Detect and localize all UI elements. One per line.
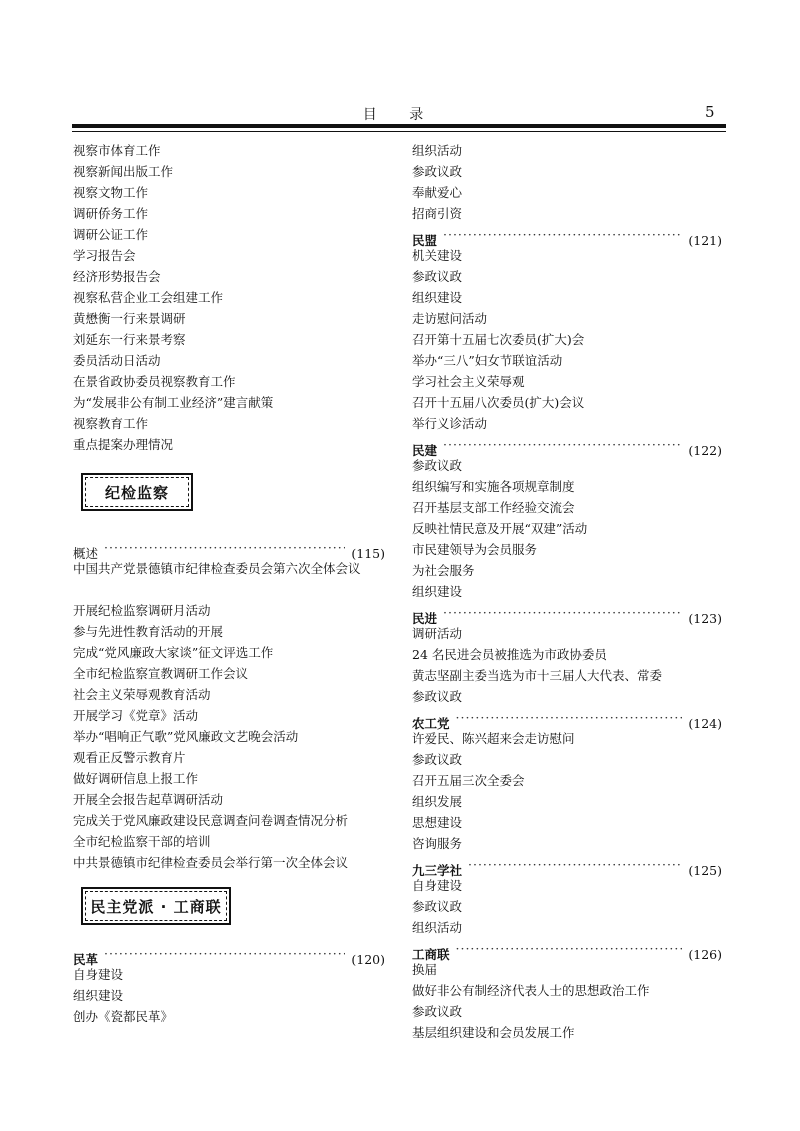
toc-item[interactable]: 基层组织建设和会员发展工作 (412, 1025, 575, 1040)
toc-item[interactable]: 思想建设 (412, 815, 463, 830)
toc-item[interactable]: 做好非公有制经济代表人士的思想政治工作 (412, 983, 650, 998)
toc-item[interactable]: 开展纪检监察调研月活动 (73, 603, 211, 618)
toc-entry-jiusan[interactable] (412, 854, 722, 878)
toc-entry-overview[interactable] (73, 537, 385, 561)
toc-item[interactable]: 中共景德镇市纪律检查委员会举行第一次全体会议 (73, 855, 349, 870)
toc-entry-name: 民革 (73, 952, 99, 967)
toc-entry-name: 九三学社 (412, 863, 463, 878)
toc-item[interactable]: 组织建设 (73, 988, 124, 1003)
toc-item[interactable]: 在景省政协委员视察教育工作 (73, 374, 236, 389)
toc-item[interactable]: 为社会服务 (412, 563, 475, 578)
toc-entry-page: (120) (351, 952, 385, 967)
section-heading-minzhu (81, 887, 231, 925)
toc-item[interactable]: 招商引资 (412, 206, 463, 221)
toc-entry-page: (115) (351, 546, 385, 561)
toc-item[interactable]: 观看正反警示教育片 (73, 750, 186, 765)
toc-list-right-d (412, 623, 722, 707)
header-rule-thin (72, 131, 726, 132)
leader-dots (456, 707, 683, 728)
toc-item[interactable]: 参政议政 (412, 269, 463, 284)
toc-item[interactable]: 开展全会报告起草调研活动 (73, 792, 224, 807)
toc-item[interactable]: 召开十五届八次委员(扩大)会议 (412, 395, 585, 410)
toc-item[interactable]: 反映社情民意及开展“双建”活动 (412, 521, 588, 536)
toc-list-right-a (412, 140, 722, 224)
toc-item[interactable]: 召开五届三次全委会 (412, 773, 525, 788)
toc-item[interactable]: 视察教育工作 (73, 416, 149, 431)
toc-item[interactable]: 奉献爱心 (412, 185, 463, 200)
toc-item[interactable]: 重点提案办理情况 (73, 437, 174, 452)
toc-item[interactable]: 组织建设 (412, 290, 463, 305)
toc-item[interactable]: 市民建领导为会员服务 (412, 542, 538, 557)
toc-item[interactable]: 举办“唱响正气歌”党风廉政文艺晚会活动 (73, 729, 299, 744)
toc-entry-minge[interactable] (73, 943, 385, 967)
section-heading-label: 民主党派 · 工商联 (85, 891, 227, 921)
toc-list-left-b (73, 558, 385, 873)
section-wrap-minzhu (73, 873, 385, 943)
toc-item[interactable]: 机关建设 (412, 248, 463, 263)
toc-right-column (412, 140, 722, 1043)
toc-entry-nonggong[interactable] (412, 707, 722, 731)
leader-dots (443, 224, 682, 245)
toc-item[interactable]: 参政议政 (412, 458, 463, 473)
toc-item[interactable]: 全市纪检监察宣教调研工作会议 (73, 666, 249, 681)
toc-item[interactable]: 视察新闻出版工作 (73, 164, 174, 179)
toc-list-right-f (412, 875, 722, 938)
toc-entry-name: 农工党 (412, 716, 450, 731)
toc-entry-name: 民盟 (412, 233, 438, 248)
toc-list-right-g (412, 959, 722, 1043)
toc-item[interactable]: 自身建设 (73, 967, 124, 982)
toc-entry-page: (122) (688, 443, 722, 458)
toc-item[interactable]: 参政议政 (412, 1004, 463, 1019)
toc-item[interactable]: 召开第十五届七次委员(扩大)会 (412, 332, 585, 347)
toc-item[interactable]: 参政议政 (412, 899, 463, 914)
toc-item[interactable]: 参政议政 (412, 164, 463, 179)
toc-item[interactable]: 走访慰问活动 (412, 311, 488, 326)
toc-item[interactable]: 换届 (412, 962, 438, 977)
toc-item[interactable]: 咨询服务 (412, 836, 463, 851)
toc-item[interactable]: 调研侨务工作 (73, 206, 149, 221)
toc-item[interactable]: 学习报告会 (73, 248, 136, 263)
section-heading-label: 纪检监察 (85, 477, 189, 507)
toc-item[interactable]: 完成“党风廉政大家谈”征文评选工作 (73, 645, 274, 660)
leader-dots (443, 434, 682, 455)
toc-entry-minmeng[interactable] (412, 224, 722, 248)
section-heading-jijian (81, 473, 193, 511)
toc-item[interactable]: 刘延东一行来景考察 (73, 332, 186, 347)
leader-dots (468, 854, 682, 875)
toc-item[interactable]: 召开基层支部工作经验交流会 (412, 500, 575, 515)
toc-item[interactable]: 举办“三八”妇女节联谊活动 (412, 353, 563, 368)
toc-item[interactable]: 调研活动 (412, 626, 463, 641)
toc-entry-page: (125) (688, 863, 722, 878)
leader-dots (456, 938, 683, 959)
toc-item[interactable]: 黄志坚副主委当选为市十三届人大代表、常委 (412, 668, 663, 683)
toc-entry-page: (121) (688, 233, 722, 248)
toc-left-column (73, 140, 385, 1027)
page-number: 5 (705, 103, 715, 121)
toc-list-left-a (73, 140, 385, 455)
toc-entry-name: 民进 (412, 611, 438, 626)
toc-item[interactable]: 视察私营企业工会组建工作 (73, 290, 224, 305)
toc-item[interactable]: 组织发展 (412, 794, 463, 809)
toc-list-right-c (412, 455, 722, 602)
toc-item[interactable]: 黄懋衡一行来景调研 (73, 311, 186, 326)
toc-item[interactable]: 24 名民进会员被推选为市政协委员 (412, 647, 607, 662)
toc-item[interactable]: 组织建设 (412, 584, 463, 599)
toc-item[interactable]: 视察市体育工作 (73, 143, 161, 158)
toc-list-right-b (412, 245, 722, 434)
toc-item[interactable]: 经济形势报告会 (73, 269, 161, 284)
toc-item[interactable]: 社会主义荣辱观教育活动 (73, 687, 211, 702)
toc-item[interactable]: 中国共产党景德镇市纪律检查委员会第六次全体会议 (73, 561, 361, 576)
header-rule-thick (72, 124, 726, 128)
toc-item[interactable]: 为“发展非公有制工业经济”建言献策 (73, 395, 274, 410)
toc-item[interactable]: 参政议政 (412, 752, 463, 767)
toc-item[interactable]: 委员活动日活动 (73, 353, 161, 368)
toc-entry-page: (124) (688, 716, 722, 731)
toc-item[interactable]: 组织活动 (412, 920, 463, 935)
section-wrap-jijian (73, 455, 385, 537)
toc-item[interactable]: 自身建设 (412, 878, 463, 893)
toc-item[interactable]: 参与先进性教育活动的开展 (73, 624, 224, 639)
toc-item[interactable]: 学习社会主义荣辱观 (412, 374, 525, 389)
toc-item[interactable]: 开展学习《党章》活动 (73, 708, 199, 723)
toc-item[interactable]: 做好调研信息上报工作 (73, 771, 199, 786)
header-title: 目 录 (362, 107, 438, 123)
toc-list-left-c (73, 964, 385, 1027)
toc-entry-page: (126) (688, 947, 722, 962)
toc-entry-minjin[interactable] (412, 602, 722, 626)
leader-dots (443, 602, 682, 623)
toc-item[interactable]: 完成关于党风廉政建设民意调查问卷调查情况分析 (73, 813, 349, 828)
toc-entry-gongshang[interactable] (412, 938, 722, 962)
toc-item[interactable]: 视察文物工作 (73, 185, 149, 200)
toc-item[interactable]: 创办《瓷都民革》 (73, 1009, 174, 1024)
toc-entry-name: 概述 (73, 546, 99, 561)
leader-dots (104, 943, 345, 964)
toc-item[interactable]: 参政议政 (412, 689, 463, 704)
toc-item[interactable]: 举行义诊活动 (412, 416, 488, 431)
toc-item[interactable]: 许爱民、陈兴超来会走访慰问 (412, 731, 575, 746)
toc-entry-page: (123) (688, 611, 722, 626)
toc-entry-minjian[interactable] (412, 434, 722, 458)
toc-item[interactable]: 组织编写和实施各项规章制度 (412, 479, 575, 494)
toc-item[interactable]: 全市纪检监察干部的培训 (73, 834, 211, 849)
toc-entry-name: 民建 (412, 443, 438, 458)
toc-entry-name: 工商联 (412, 947, 450, 962)
leader-dots (104, 537, 345, 558)
toc-list-right-e (412, 728, 722, 854)
toc-item[interactable]: 调研公证工作 (73, 227, 149, 242)
toc-item[interactable]: 组织活动 (412, 143, 463, 158)
